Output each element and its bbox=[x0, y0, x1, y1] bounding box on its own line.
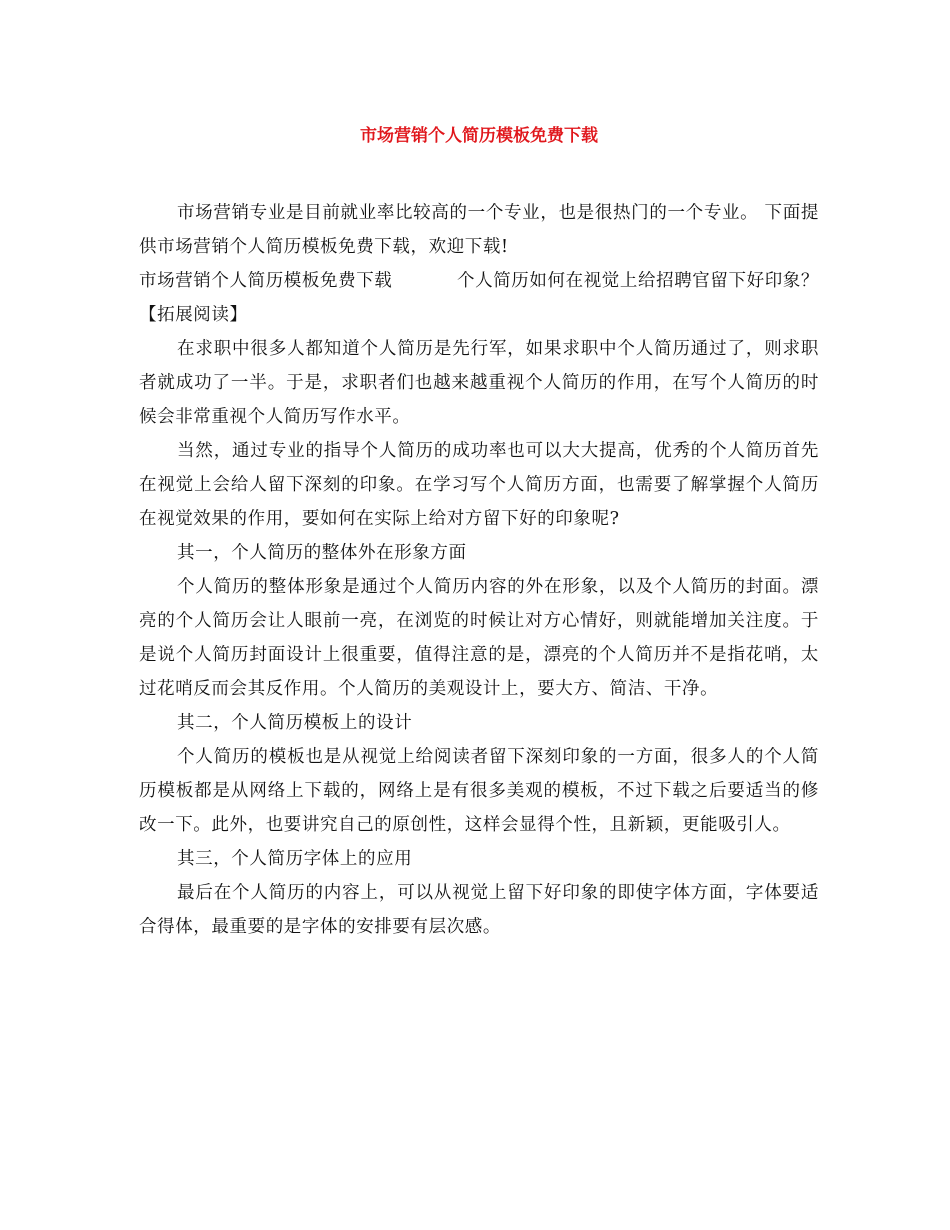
document-title: 市场营销个人简历模板免费下载 bbox=[360, 126, 598, 146]
section-heading-2: 其二，个人简历模板上的设计 bbox=[177, 713, 413, 733]
related-link-visual-impression[interactable]: 个人简历如何在视觉上给招聘官留下好印象？ bbox=[457, 271, 819, 291]
section-heading-3: 其三，个人简历字体上的应用 bbox=[177, 849, 413, 869]
extended-reading-label: 【拓展阅读】 bbox=[139, 305, 248, 325]
section-heading-1: 其一，个人简历的整体外在形象方面 bbox=[177, 543, 467, 563]
intro-paragraph: 市场营销专业是目前就业率比较高的一个专业，也是很热门的一个专业。 下面提供市场营销个人简历模板免费下载，欢迎下载! bbox=[139, 203, 819, 257]
related-links-row bbox=[139, 264, 819, 298]
body-paragraph-2: 当然，通过专业的指导个人简历的成功率也可以大大提高，优秀的个人简历首先在视觉上会给人留下深刻的印象。在学习写个人简历方面，也需要了解掌握个人简历在视觉效果的作用，要如何在实际上给对方留下好的印象呢? bbox=[139, 441, 819, 529]
body-paragraph-1: 在求职中很多人都知道个人简历是先行军，如果求职中个人简历通过了，则求职者就成功了一半。于是，求职者们也越来越重视个人简历的作用，在写个人简历的时候会非常重视个人简历写作水平。 bbox=[139, 339, 819, 427]
body-paragraph-3: 个人简历的整体形象是通过个人简历内容的外在形象，以及个人简历的封面。漂亮的个人简历会让人眼前一亮，在浏览的时候让对方心情好，则就能增加关注度。于是说个人简历封面设计上很重要，值得注意的是，漂亮的个人简历并不是指花哨，太过花哨反而会其反作用。个人简历的美观设计上，要大方、简洁、干净。 bbox=[139, 577, 819, 699]
body-paragraph-4: 个人简历的模板也是从视觉上给阅读者留下深刻印象的一方面，很多人的个人简历模板都是从网络上下载的，网络上是有很多美观的模板，不过下载之后要适当的修改一下。此外，也要讲究自己的原创性，这样会显得个性，且新颖，更能吸引人。 bbox=[139, 747, 819, 835]
related-link-template-download[interactable]: 市场营销个人简历模板免费下载 bbox=[139, 271, 393, 291]
document-page bbox=[139, 122, 819, 944]
body-paragraph-5: 最后在个人简历的内容上，可以从视觉上留下好印象的即使字体方面，字体要适合得体，最重要的是字体的安排要有层次感。 bbox=[139, 883, 819, 937]
